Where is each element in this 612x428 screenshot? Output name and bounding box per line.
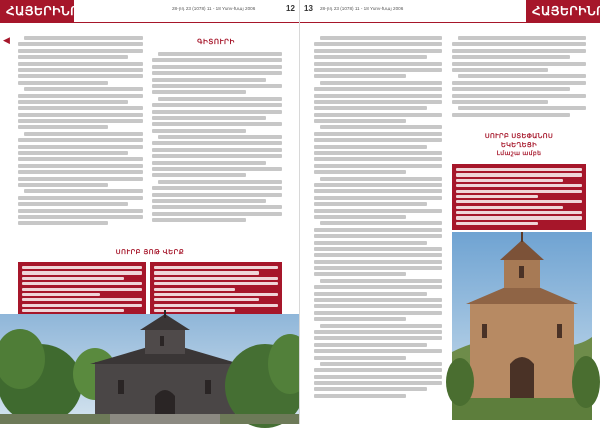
monastery-photo-icon xyxy=(452,232,592,420)
masthead-text-right: ՀԱՅԵՐԻՆՈՒ xyxy=(532,4,612,18)
issue-info-right: 28-րդ 23 (1078) 11 - 18 Yunv-Խայ 2006 xyxy=(320,6,404,11)
right-page-header xyxy=(300,0,612,22)
article-column-3 xyxy=(314,36,442,420)
left-page-header xyxy=(0,0,300,22)
monastery-photo xyxy=(452,232,592,420)
masthead-logo-right xyxy=(526,0,612,22)
article-column-2 xyxy=(152,52,282,240)
article-title: ԳԻՏՈՒՐԻ xyxy=(197,39,235,46)
masthead-text: ՀԱՅԵՐԻՆՈՒ xyxy=(6,4,87,18)
left-page xyxy=(0,0,300,424)
page-number-right: 13 xyxy=(304,4,313,13)
church-photo xyxy=(0,314,300,424)
masthead-logo xyxy=(0,0,87,22)
article-column-4 xyxy=(452,36,586,116)
info-box-right-page xyxy=(452,164,586,230)
issue-info: 28-րդ 23 (1078) 11 - 18 Yunv-Խայ 2006 xyxy=(172,6,256,11)
church-photo-icon xyxy=(0,314,300,424)
subsection-subtitle: Լմաշա ամբե xyxy=(496,151,542,157)
right-page xyxy=(300,0,612,424)
header-rule-right xyxy=(300,22,600,23)
subsection-title-line1: ՍՈՒՐԲ ՍՏԵՓԱՆՈՍ xyxy=(484,133,554,140)
photo-caption-title: ՍՈՒՐԲ ՅՈԹ ՎԵՐՔ xyxy=(115,249,185,256)
subsection-title-line2: ԵԿԵՂԵՑԻ xyxy=(500,142,538,149)
header-rule xyxy=(0,22,300,23)
info-box-right xyxy=(150,262,282,314)
article-column-1 xyxy=(18,36,143,241)
page-number: 12 xyxy=(286,4,295,13)
prev-arrow-icon: ◀ xyxy=(3,36,10,46)
